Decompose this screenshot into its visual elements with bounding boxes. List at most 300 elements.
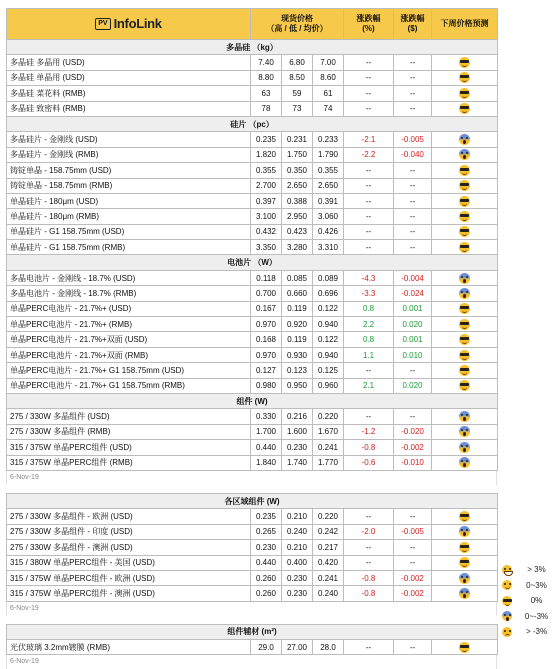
price-high: 0.397 [251,193,282,208]
change-pct: -- [344,555,394,570]
cool-face-icon [459,196,470,207]
price-avg: 0.220 [313,509,344,524]
forecast-cell [432,347,498,362]
change-pct: -0.6 [344,455,394,470]
forecast-cell [432,132,498,147]
forecast-cell [432,378,498,393]
change-abs: -- [394,224,432,239]
cool-face-icon [459,303,470,314]
price-high: 63 [251,86,282,101]
price-low: 2.650 [282,178,313,193]
price-high: 0.700 [251,286,282,301]
table-row [7,440,498,455]
product-name: 315 / 375W 单晶PERC组件 - 欧洲 (USD) [7,570,251,585]
price-avg: 0.940 [313,317,344,332]
change-pct: -- [344,240,394,255]
price-avg: 0.241 [313,570,344,585]
cool-face-icon [459,211,470,222]
change-pct: -0.8 [344,440,394,455]
table-row [7,540,498,555]
product-name: 铸锭单晶 - 158.75mm (USD) [7,163,251,178]
forecast-cell [432,570,498,585]
change-abs: -- [394,363,432,378]
section-title: 多晶硅 （kg） [7,40,498,55]
price-low: 27.00 [282,640,313,655]
scream-face-icon [459,526,470,537]
change-abs: 0.020 [394,317,432,332]
price-low: 6.80 [282,55,313,70]
price-low: 0.123 [282,363,313,378]
logo-name: InfoLink [113,16,162,31]
forecast-cell [432,86,498,101]
legend-item [502,562,557,578]
price-low: 0.216 [282,409,313,424]
product-name: 275 / 330W 多晶组件 (RMB) [7,424,251,439]
price-high: 1.700 [251,424,282,439]
table-row [7,132,498,147]
scream-face-icon [459,426,470,437]
product-name: 315 / 375W 单晶PERC组件 (USD) [7,440,251,455]
product-name: 275 / 330W 多晶组件 - 澳洲 (USD) [7,540,251,555]
cool-face-icon [459,72,470,83]
change-pct: -- [344,409,394,424]
change-pct: 0.8 [344,301,394,316]
change-abs: -0.024 [394,286,432,301]
cool-face-icon [459,557,470,568]
scream-face-icon [459,149,470,160]
price-avg: 0.240 [313,586,344,601]
legend-label: 0% [530,596,543,606]
price-avg: 0.242 [313,524,344,539]
forecast-cell [432,178,498,193]
price-high: 0.980 [251,378,282,393]
cool-face-icon [459,88,470,99]
price-low: 59 [282,86,313,101]
forecast-cell [432,332,498,347]
table-row [7,640,498,655]
table-row [7,363,498,378]
table-row [7,347,498,362]
cool-face-icon [459,226,470,237]
table-row [7,270,498,285]
price-low: 0.423 [282,224,313,239]
price-avg: 0.122 [313,332,344,347]
price-low: 0.119 [282,332,313,347]
change-pct: -- [344,640,394,655]
table-header [7,9,498,40]
product-name: 单晶PERC电池片 - 21.7%+双面 (USD) [7,332,251,347]
change-pct: -- [344,540,394,555]
product-name: 315 / 375W 单晶PERC组件 - 澳洲 (USD) [7,586,251,601]
table-row [7,101,498,116]
change-pct: -3.3 [344,286,394,301]
cool-face-icon [459,642,470,653]
emoji-legend [502,562,557,640]
scream-face-icon [459,442,470,453]
change-abs: 0.020 [394,378,432,393]
product-name: 多晶硅片 - 金刚线 (USD) [7,132,251,147]
change-pct: -- [344,193,394,208]
scream-face-icon [459,457,470,468]
price-high: 78 [251,101,282,116]
price-high: 0.235 [251,132,282,147]
change-abs: 0.001 [394,301,432,316]
table-row [7,240,498,255]
change-pct: -2.2 [344,147,394,162]
price-low: 2.950 [282,209,313,224]
price-high: 3.100 [251,209,282,224]
price-avg: 7.00 [313,55,344,70]
cool-face-icon [459,319,470,330]
change-abs: -- [394,193,432,208]
price-high: 0.330 [251,409,282,424]
forecast-cell [432,586,498,601]
price-avg: 0.696 [313,286,344,301]
change-abs: -- [394,509,432,524]
forecast-cell [432,147,498,162]
change-abs: -- [394,163,432,178]
price-low: 0.119 [282,301,313,316]
price-avg: 1.670 [313,424,344,439]
price-avg: 3.310 [313,240,344,255]
cool-face-icon [459,511,470,522]
price-low: 0.210 [282,540,313,555]
price-avg: 0.391 [313,193,344,208]
change-abs: 0.001 [394,332,432,347]
table-row [7,424,498,439]
price-high: 1.820 [251,147,282,162]
product-name: 单晶硅片 - 180μm (USD) [7,193,251,208]
forecast-cell [432,209,498,224]
price-high: 0.230 [251,540,282,555]
price-high: 0.432 [251,224,282,239]
change-pct: -2.1 [344,132,394,147]
table-row [7,317,498,332]
header-change-pct: 涨跌幅 (%) [344,9,394,40]
price-avg: 0.122 [313,301,344,316]
price-high: 0.970 [251,347,282,362]
change-pct: -- [344,509,394,524]
price-avg: 0.220 [313,409,344,424]
cool-face-icon [459,542,470,553]
table-row [7,193,498,208]
legend-label: > 3% [527,565,546,575]
price-high: 3.350 [251,240,282,255]
change-abs: -- [394,409,432,424]
product-name: 多晶电池片 - 金刚线 - 18.7% (USD) [7,270,251,285]
product-name: 多晶硅 菜花料 (RMB) [7,86,251,101]
cool-face-icon [459,103,470,114]
price-low: 0.950 [282,378,313,393]
section-header [7,116,498,131]
change-pct: -1.2 [344,424,394,439]
legend-label: 0~3% [526,580,547,590]
change-pct: -0.8 [344,570,394,585]
cool-face-icon [502,596,512,606]
price-low: 0.230 [282,570,313,585]
product-name: 光伏玻璃 3.2mm镀膜 (RMB) [7,640,251,655]
change-pct: 2.2 [344,317,394,332]
product-name: 单晶PERC电池片 - 21.7%+ (RMB) [7,317,251,332]
product-name: 315 / 375W 单晶PERC组件 (RMB) [7,455,251,470]
change-pct: -- [344,163,394,178]
table-row [7,147,498,162]
change-pct: 0.8 [344,332,394,347]
forecast-cell [432,317,498,332]
price-low: 0.350 [282,163,313,178]
product-name: 多晶硅 多晶用 (USD) [7,55,251,70]
forecast-cell [432,640,498,655]
table-row [7,286,498,301]
scream-face-icon [459,288,470,299]
price-high: 0.970 [251,317,282,332]
price-low: 1.740 [282,455,313,470]
price-low: 8.50 [282,70,313,85]
table-row [7,70,498,85]
forecast-cell [432,555,498,570]
header-change-abs: 涨跌幅 ($) [394,9,432,40]
table-row [7,209,498,224]
product-name: 275 / 330W 多晶组件 - 欧洲 (USD) [7,509,251,524]
price-avg: 0.426 [313,224,344,239]
change-abs: 0.010 [394,347,432,362]
forecast-cell [432,440,498,455]
price-avg: 74 [313,101,344,116]
price-low: 0.240 [282,524,313,539]
price-avg: 8.60 [313,70,344,85]
table-row [7,555,498,570]
price-low: 0.920 [282,317,313,332]
table-row [7,509,498,524]
table-row [7,332,498,347]
price-high: 0.235 [251,509,282,524]
cool-face-icon [459,365,470,376]
change-pct: -- [344,363,394,378]
table-row [7,301,498,316]
cool-face-icon [459,380,470,391]
section-title: 硅片 （pc） [7,116,498,131]
main-price-table [6,8,498,471]
change-abs: -- [394,55,432,70]
date-stamp: 6-Nov-19 [6,471,497,485]
forecast-cell [432,509,498,524]
forecast-cell [432,240,498,255]
price-avg: 0.217 [313,540,344,555]
table-row [7,224,498,239]
product-name: 单晶PERC电池片 - 21.7%+ (USD) [7,301,251,316]
change-pct: -2.0 [344,524,394,539]
forecast-cell [432,409,498,424]
price-avg: 28.0 [313,640,344,655]
product-name: 铸锭单晶 - 158.75mm (RMB) [7,178,251,193]
price-avg: 1.790 [313,147,344,162]
forecast-cell [432,524,498,539]
section-header [7,493,498,508]
price-avg: 2.650 [313,178,344,193]
price-avg: 0.355 [313,163,344,178]
cool-face-icon [459,242,470,253]
table-row [7,409,498,424]
change-abs: -0.002 [394,586,432,601]
date-stamp: 6-Nov-19 [6,602,497,616]
change-pct: 2.1 [344,378,394,393]
price-avg: 0.241 [313,440,344,455]
price-low: 1.750 [282,147,313,162]
logo [7,9,251,40]
forecast-cell [432,55,498,70]
price-high: 2.700 [251,178,282,193]
price-high: 7.40 [251,55,282,70]
forecast-cell [432,224,498,239]
worried-face-icon [502,627,512,637]
change-abs: -0.004 [394,270,432,285]
legend-item [502,593,557,609]
forecast-cell [432,455,498,470]
forecast-cell [432,70,498,85]
price-high: 1.840 [251,455,282,470]
change-pct: -- [344,70,394,85]
price-avg: 0.089 [313,270,344,285]
cool-face-icon [459,180,470,191]
price-avg: 1.770 [313,455,344,470]
change-abs: -- [394,86,432,101]
forecast-cell [432,301,498,316]
price-high: 0.260 [251,586,282,601]
smile-face-icon [502,580,512,590]
price-high: 0.260 [251,570,282,585]
price-low: 0.930 [282,347,313,362]
table-row [7,570,498,585]
cool-face-icon [459,165,470,176]
date-stamp: 6-Nov-19 [6,655,497,669]
product-name: 275 / 330W 多晶组件 (USD) [7,409,251,424]
forecast-cell [432,101,498,116]
scream-face-icon [459,411,470,422]
price-low: 0.400 [282,555,313,570]
price-avg: 0.420 [313,555,344,570]
price-high: 29.0 [251,640,282,655]
header-forecast: 下周价格预测 [432,9,498,40]
product-name: 315 / 380W 单晶PERC组件 - 美国 (USD) [7,555,251,570]
change-pct: -- [344,55,394,70]
change-abs: -0.020 [394,424,432,439]
change-abs: -- [394,240,432,255]
product-name: 多晶电池片 - 金刚线 - 18.7% (RMB) [7,286,251,301]
product-name: 单晶硅片 - G1 158.75mm (USD) [7,224,251,239]
forecast-cell [432,193,498,208]
change-abs: -0.040 [394,147,432,162]
change-pct: -4.3 [344,270,394,285]
price-low: 0.230 [282,586,313,601]
product-name: 单晶硅片 - G1 158.75mm (RMB) [7,240,251,255]
change-abs: -- [394,540,432,555]
product-name: 275 / 330W 多晶组件 - 印度 (USD) [7,524,251,539]
price-high: 0.265 [251,524,282,539]
legend-item [502,624,557,640]
product-name: 单晶硅片 - 180μm (RMB) [7,209,251,224]
price-high: 0.440 [251,440,282,455]
forecast-cell [432,270,498,285]
price-high: 0.167 [251,301,282,316]
cool-face-icon [459,350,470,361]
logo-pv-mark: PV [95,18,110,30]
section-header [7,255,498,270]
aux-material-table [6,624,498,656]
regional-price-table [6,493,498,602]
change-abs: -0.010 [394,455,432,470]
change-pct: -0.8 [344,586,394,601]
legend-label: 0~-3% [524,611,549,621]
price-high: 0.127 [251,363,282,378]
table-row [7,586,498,601]
forecast-cell [432,163,498,178]
section-header [7,40,498,55]
price-avg: 61 [313,86,344,101]
price-avg: 0.125 [313,363,344,378]
product-name: 多晶硅片 - 金刚线 (RMB) [7,147,251,162]
table-row [7,524,498,539]
change-pct: 1.1 [344,347,394,362]
table-row [7,163,498,178]
cool-face-icon [459,334,470,345]
grin-face-icon [502,565,512,575]
price-low: 0.660 [282,286,313,301]
section-header [7,624,498,639]
legend-label: > -3% [525,627,548,637]
change-abs: -- [394,178,432,193]
table-row [7,378,498,393]
product-name: 多晶硅 致密料 (RMB) [7,101,251,116]
scream-face-icon [459,573,470,584]
price-high: 8.80 [251,70,282,85]
forecast-cell [432,424,498,439]
change-pct: -- [344,209,394,224]
change-abs: -- [394,70,432,85]
section-title: 电池片 （W） [7,255,498,270]
section-title: 各区域组件 (W) [7,493,498,508]
scream-face-icon [459,134,470,145]
price-avg: 0.960 [313,378,344,393]
section-header [7,393,498,408]
section-title: 组件辅材 (m²) [7,624,498,639]
price-avg: 0.233 [313,132,344,147]
change-abs: -0.005 [394,524,432,539]
price-low: 1.600 [282,424,313,439]
price-high: 0.440 [251,555,282,570]
scream-face-icon [459,588,470,599]
change-pct: -- [344,101,394,116]
legend-item [502,609,557,625]
table-row [7,86,498,101]
change-abs: -- [394,101,432,116]
scream-face-icon [459,273,470,284]
legend-item [502,578,557,594]
table-row [7,178,498,193]
forecast-cell [432,286,498,301]
price-avg: 0.940 [313,347,344,362]
change-pct: -- [344,86,394,101]
change-abs: -- [394,640,432,655]
header-spot-price: 现货价格 （高 / 低 / 均价） [251,9,344,40]
change-abs: -0.002 [394,570,432,585]
table-row [7,455,498,470]
product-name: 单晶PERC电池片 - 21.7%+双面 (RMB) [7,347,251,362]
price-avg: 3.060 [313,209,344,224]
price-low: 0.388 [282,193,313,208]
price-page [6,8,497,669]
change-pct: -- [344,178,394,193]
table-row [7,55,498,70]
